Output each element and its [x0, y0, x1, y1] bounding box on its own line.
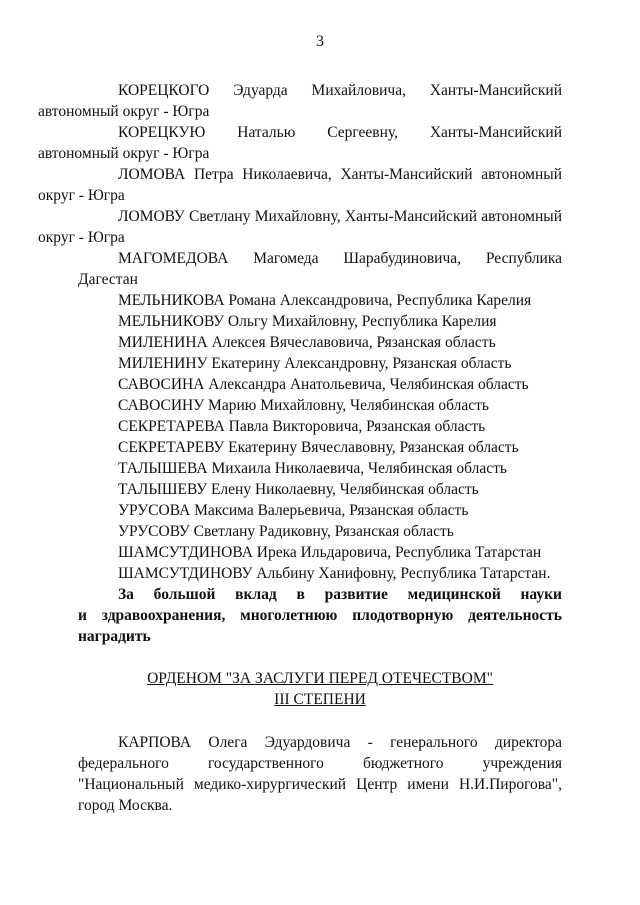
award-list-item-line: УРУСОВА Максима Валерьевича, Рязанская область: [118, 502, 469, 519]
award-list-item-line: ЛОМОВА Петра Николаевича, Ханты-Мансийский автономный: [118, 166, 562, 183]
award-list-item-continuation: автономный округ - Югра: [38, 145, 210, 162]
award-list-item-line: МЕЛЬНИКОВУ Ольгу Михайловну, Республика Карелия: [118, 313, 497, 330]
award-list-item-line: ЛОМОВУ Светлану Михайловну, Ханты-Мансийский автономный: [118, 208, 562, 225]
award-list-item: [78, 542, 562, 563]
award-list-item-line: МИЛЕНИНА Алексея Вячеславовича, Рязанская область: [118, 334, 496, 351]
award-list-item-line: МЕЛЬНИКОВА Романа Александровича, Республика Карелия: [118, 292, 532, 309]
award-list-item: [38, 122, 562, 164]
award-list-item: [38, 164, 562, 206]
award-list-item-line: САВОСИНУ Марию Михайловну, Челябинская область: [118, 397, 490, 414]
award-list-item: [78, 437, 562, 458]
recipient-line-1: КАРПОВА Олега Эдуардовича - генерального директора: [118, 734, 562, 751]
recipient-line-2: федерального государственного бюджетного учреждения: [78, 755, 562, 772]
award-list-item: [78, 416, 562, 437]
award-list-item: [78, 311, 562, 332]
award-list-item-line: ШАМСУТДИНОВА Ирека Ильдаровича, Республика Татарстан: [118, 544, 542, 561]
recipient-line-4: город Москва.: [78, 797, 173, 814]
recipient-entry: [78, 732, 562, 816]
award-intro-line-2: и здравоохранения, многолетнюю плодотворную деятельность: [78, 607, 562, 624]
award-list-item-line: ТАЛЫШЕВА Михаила Николаевича, Челябинская область: [118, 460, 507, 477]
recipient-line-3: "Национальный медико-хирургический Центр имени Н.И.Пирогова",: [78, 776, 562, 793]
award-list-item-continuation: округ - Югра: [38, 187, 125, 204]
award-intro: [78, 584, 562, 647]
award-list-item: [78, 353, 562, 374]
award-list-item-line: КОРЕЦКОГО Эдуарда Михайловича, Ханты-Мансийский: [118, 82, 562, 99]
award-list-item-continuation: округ - Югра: [38, 229, 125, 246]
award-list-item: [78, 290, 562, 311]
award-list: [38, 80, 562, 584]
award-list-item-line: МАГОМЕДОВА Магомеда Шарабудиновича, Республика Дагестан: [78, 250, 562, 288]
page-number: 3: [316, 33, 324, 50]
award-list-item: [78, 332, 562, 353]
award-list-item-line: ШАМСУТДИНОВУ Альбину Ханифовну, Республика Татарстан.: [118, 565, 551, 582]
award-list-item-continuation: автономный округ - Югра: [38, 103, 210, 120]
award-list-item: [78, 479, 562, 500]
award-list-item: [38, 206, 562, 248]
award-list-item: [78, 395, 562, 416]
award-intro-line-3: наградить: [78, 628, 151, 645]
award-list-item: [78, 458, 562, 479]
award-list-item: [38, 80, 562, 122]
award-list-item-line: СЕКРЕТАРЕВУ Екатерину Вячеславовну, Рязанская область: [118, 439, 519, 456]
award-list-item: [78, 374, 562, 395]
award-list-item: [78, 248, 562, 290]
award-list-item-line: УРУСОВУ Светлану Радиковну, Рязанская область: [118, 523, 454, 540]
award-list-item-line: КОРЕЦКУЮ Наталью Сергеевну, Ханты-Мансийский: [118, 124, 562, 141]
award-list-item: [78, 563, 562, 584]
award-list-item: [78, 500, 562, 521]
award-list-item-line: МИЛЕНИНУ Екатерину Александровну, Рязанская область: [118, 355, 512, 372]
award-list-item-line: САВОСИНА Александра Анатольевича, Челябинская область: [118, 376, 529, 393]
order-title: [0, 668, 640, 710]
order-title-line-1: ОРДЕНОМ "ЗА ЗАСЛУГИ ПЕРЕД ОТЕЧЕСТВОМ": [147, 670, 493, 687]
award-intro-line-1: За большой вклад в развитие медицинской науки: [118, 586, 562, 603]
award-list-item-line: СЕКРЕТАРЕВА Павла Викторовича, Рязанская область: [118, 418, 486, 435]
order-title-line-2: III СТЕПЕНИ: [274, 691, 366, 708]
award-list-item: [78, 521, 562, 542]
award-list-item-line: ТАЛЫШЕВУ Елену Николаевну, Челябинская область: [118, 481, 479, 498]
